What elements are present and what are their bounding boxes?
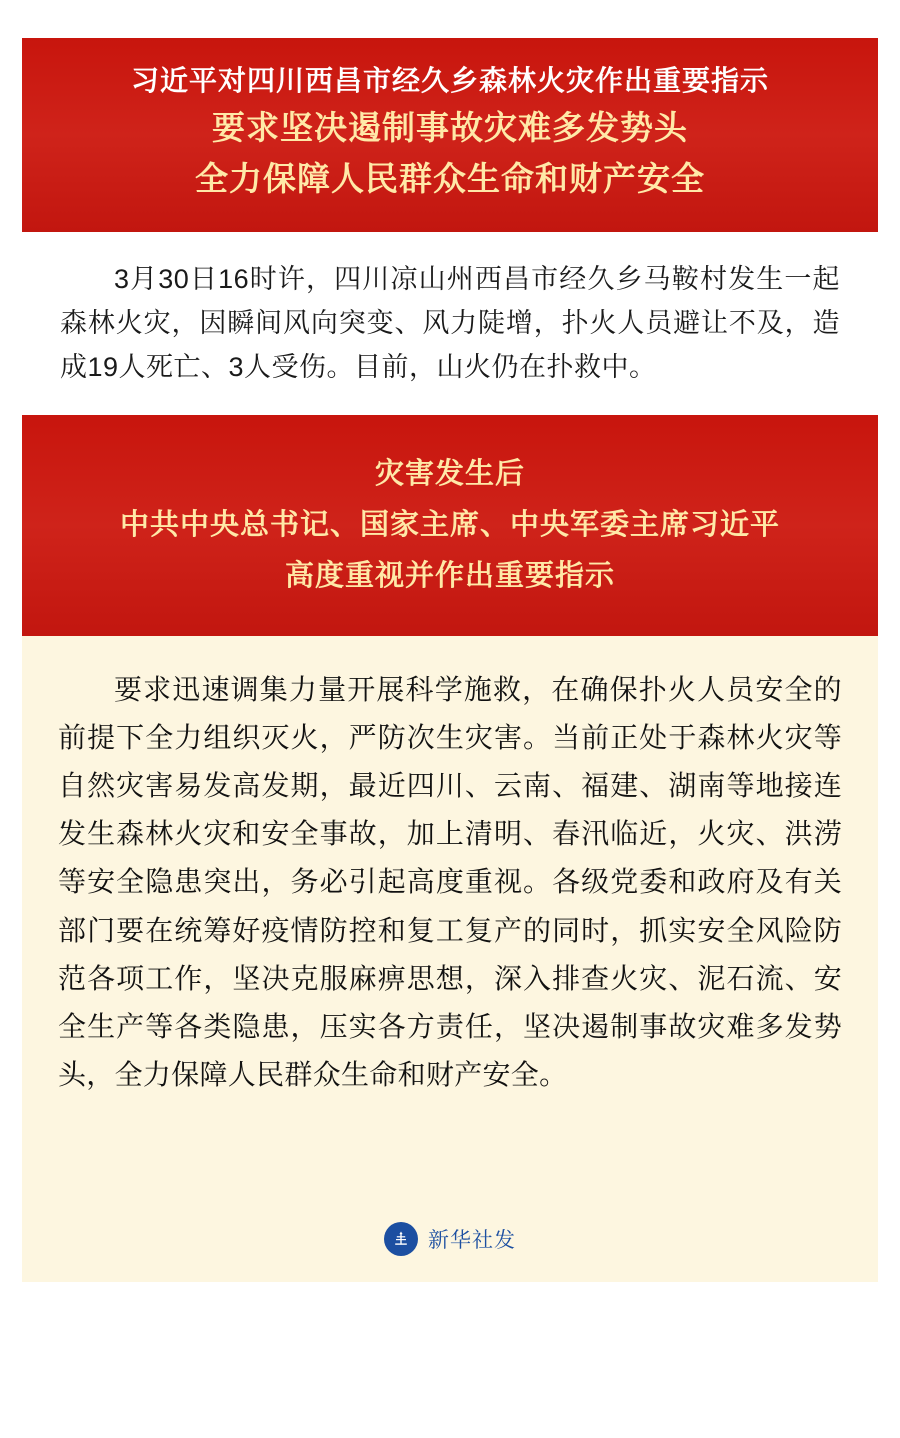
bottom-margin [0,1416,900,1438]
body-section [22,636,878,1196]
subheadline-banner [22,415,878,635]
headline-line-2: 要求坚决遏制事故灾难多发势头 [212,109,688,146]
footer-credit-text: 新华社发 [428,1228,516,1252]
headline-banner [22,38,878,232]
top-spacer [22,0,878,38]
left-margin [0,0,22,1438]
headline-line-3: 全力保障人民群众生命和财产安全 [195,160,705,198]
xinhua-logo-icon [384,1222,418,1256]
subheadline-line-1: 灾害发生后 [374,458,525,491]
footer-credit [22,1196,878,1282]
headline-line-1: 习近平对四川西昌市经久乡森林火灾作出重要指示 [130,65,769,96]
lead-paragraph: 3月30日16时许，四川凉山州西昌市经久乡马鞍村发生一起森林火灾，因瞬间风向突变、风力陡增，扑火人员避让不及，造成19人死亡、3人受伤。目前，山火仍在扑救中。 [60,264,840,382]
body-paragraph: 要求迅速调集力量开展科学施救，在确保扑火人员安全的前提下全力组织灭火，严防次生灾害。当前正处于森林火灾等自然灾害易发高发期，最近四川、云南、福建、湖南等地接连发生森林火灾和安全事故，加上清明、春汛临近，火灾、洪涝等安全隐患突出，务必引起高度重视。各级党委和政府及有关部门要在统筹好疫情防控和复工复产的同时，抓实安全风险防范各项工作，坚决克服麻痹思想，深入排查火灾、泥石流、安全生产等各类隐患，压实各方责任，坚决遏制事故灾难多发势头，全力保障人民群众生命和财产安全。 [58,673,842,1090]
lead-paragraph-section [22,232,878,415]
subheadline-line-3: 高度重视并作出重要指示 [284,559,615,592]
right-margin [878,0,900,1438]
subheadline-line-2: 中共中央总书记、国家主席、中央军委主席习近平 [119,509,780,542]
poster-content [22,0,878,1438]
